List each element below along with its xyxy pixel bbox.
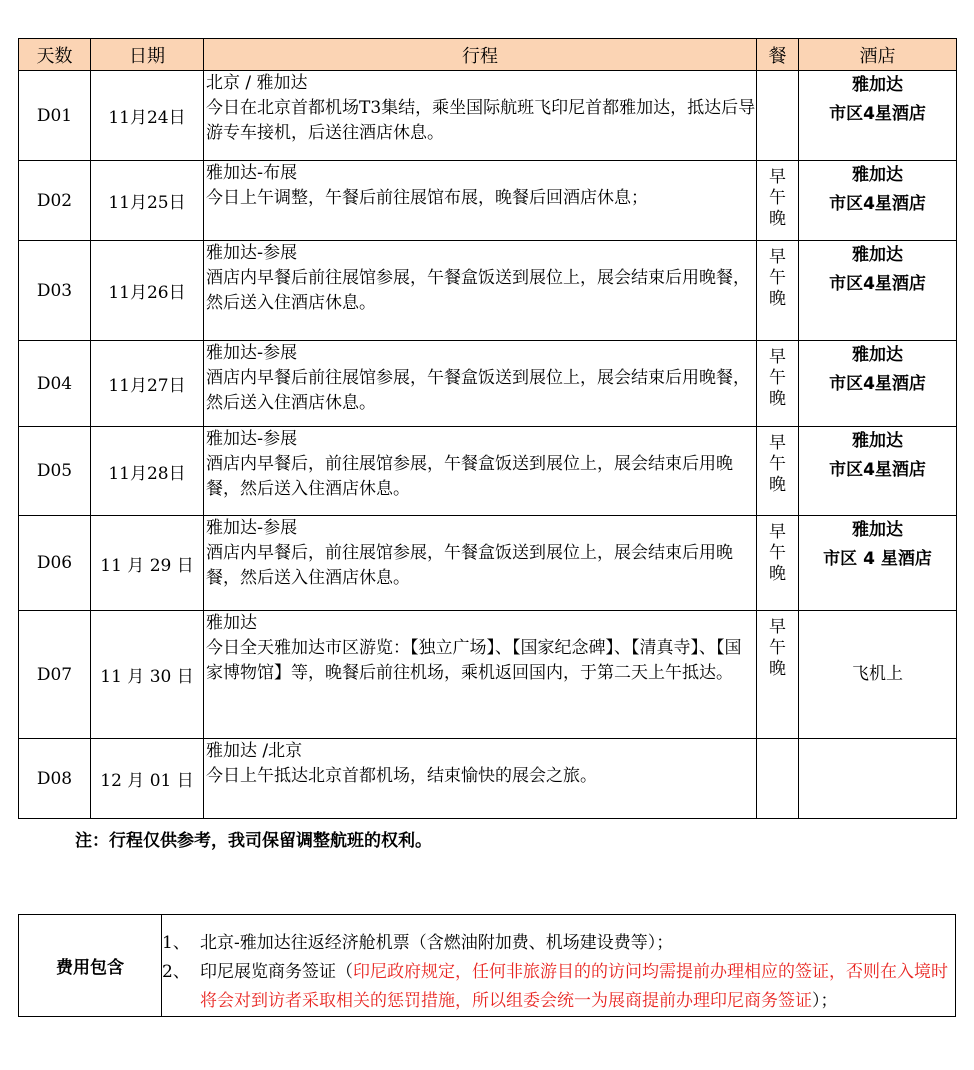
day-cell: D01 — [19, 71, 91, 161]
itinerary-title: 雅加达-参展 — [206, 243, 298, 263]
itinerary-title: 北京 / 雅加达 — [206, 73, 308, 93]
meals-cell — [757, 611, 799, 739]
date-cell: 11月25日 — [91, 161, 204, 241]
meal-label: 早 — [769, 247, 786, 267]
date-cell: 11月28日 — [91, 427, 204, 516]
itinerary-row — [19, 161, 957, 241]
hotel-grade: 市区4星酒店 — [829, 194, 926, 214]
fee-item-text-wrap — [200, 929, 953, 958]
hotel-city: 雅加达 — [852, 345, 903, 365]
meals-cell — [757, 71, 799, 161]
hotel-cell — [799, 341, 957, 427]
hotel-city: 飞机上 — [852, 664, 903, 684]
meal-label: 晚 — [769, 659, 786, 679]
date-cell: 12 月 01 日 — [91, 739, 204, 819]
itinerary-desc: 酒店内早餐后，前往展馆参展，午餐盒饭送到展位上，展会结束后用晚餐，然后送入住酒店休息。 — [206, 454, 733, 499]
hotel-cell — [799, 427, 957, 516]
hotel-city: 雅加达 — [852, 165, 903, 185]
header-itinerary: 行程 — [204, 39, 757, 71]
fee-item — [162, 958, 953, 1016]
header-day: 天数 — [19, 39, 91, 71]
day-cell: D07 — [19, 611, 91, 739]
itinerary-cell — [204, 739, 757, 819]
itinerary-desc: 今日全天雅加达市区游览：【独立广场】、【国家纪念碑】、【清真寺】、【国家博物馆】等，晚餐后前往机场，乘机返回国内，于第二天上午抵达。 — [206, 638, 742, 683]
header-meals: 餐 — [757, 39, 799, 71]
meal-label: 晚 — [769, 289, 786, 309]
meals-cell — [757, 516, 799, 611]
itinerary-title: 雅加达-参展 — [206, 343, 298, 363]
meal-label: 早 — [769, 522, 786, 542]
date-cell: 11月27日 — [91, 341, 204, 427]
hotel-city: 雅加达 — [852, 75, 903, 95]
fee-item-number: 1、 — [162, 933, 190, 953]
hotel-grade: 市区 4 星酒店 — [823, 549, 932, 569]
meals-cell — [757, 739, 799, 819]
itinerary-row — [19, 739, 957, 819]
itinerary-cell — [204, 241, 757, 341]
meals-cell — [757, 161, 799, 241]
date-cell: 11月24日 — [91, 71, 204, 161]
hotel-grade: 市区4星酒店 — [829, 274, 926, 294]
meal-label: 早 — [769, 347, 786, 367]
itinerary-title: 雅加达-布展 — [206, 163, 298, 183]
hotel-city: 雅加达 — [852, 245, 903, 265]
meals-cell — [757, 241, 799, 341]
itinerary-row — [19, 516, 957, 611]
itinerary-cell — [204, 516, 757, 611]
hotel-grade: 市区4星酒店 — [829, 374, 926, 394]
meal-label: 早 — [769, 617, 786, 637]
fee-item — [162, 929, 953, 958]
meal-label: 午 — [769, 268, 786, 288]
header-hotel: 酒店 — [799, 39, 957, 71]
hotel-cell — [799, 611, 957, 739]
hotel-cell — [799, 241, 957, 341]
itinerary-row — [19, 71, 957, 161]
meals-cell — [757, 427, 799, 516]
itinerary-row — [19, 611, 957, 739]
meal-label: 晚 — [769, 389, 786, 409]
itinerary-cell — [204, 161, 757, 241]
hotel-grade: 市区4星酒店 — [829, 460, 926, 480]
fee-item-tail: ）； — [812, 991, 838, 1011]
meal-label: 晚 — [769, 564, 786, 584]
meal-label: 早 — [769, 433, 786, 453]
day-cell: D05 — [19, 427, 91, 516]
itinerary-row — [19, 427, 957, 516]
itinerary-desc: 今日上午调整，午餐后前往展馆布展，晚餐后回酒店休息； — [206, 188, 648, 208]
itinerary-desc: 今日在北京首都机场T3集结，乘坐国际航班飞印尼首都雅加达，抵达后导游专车接机，后送往酒店休息。 — [206, 98, 756, 143]
itinerary-table — [18, 38, 957, 819]
meal-label: 晚 — [769, 209, 786, 229]
fee-item-highlight: 印尼政府规定，任何非旅游目的的访问均需提前办理相应的签证，否则在入境时将会对到访者采取相关的惩罚措施，所以组委会统一为展商提前办理印尼商务签证 — [200, 962, 948, 1011]
hotel-cell — [799, 516, 957, 611]
hotel-cell — [799, 739, 957, 819]
meal-label: 午 — [769, 368, 786, 388]
itinerary-cell — [204, 611, 757, 739]
meal-label: 午 — [769, 188, 786, 208]
day-cell: D06 — [19, 516, 91, 611]
day-cell: D03 — [19, 241, 91, 341]
fees-table — [18, 914, 956, 1017]
date-cell: 11 月 29 日 — [91, 516, 204, 611]
fee-item-number: 2、 — [162, 962, 190, 982]
hotel-cell — [799, 71, 957, 161]
meal-label: 午 — [769, 543, 786, 563]
hotel-city: 雅加达 — [852, 520, 903, 540]
fees-items — [162, 915, 956, 1017]
meal-label: 早 — [769, 167, 786, 187]
itinerary-title: 雅加达 — [206, 613, 257, 633]
day-cell: D04 — [19, 341, 91, 427]
date-cell: 11月26日 — [91, 241, 204, 341]
itinerary-desc: 酒店内早餐后，前往展馆参展，午餐盒饭送到展位上，展会结束后用晚餐，然后送入住酒店休息。 — [206, 543, 733, 588]
fee-item-text: 印尼展览商务签证（ — [200, 962, 353, 982]
itinerary-row — [19, 341, 957, 427]
fee-item-text-wrap — [200, 958, 953, 1016]
hotel-city: 雅加达 — [852, 431, 903, 451]
itinerary-row — [19, 241, 957, 341]
header-row — [19, 39, 957, 71]
meals-cell — [757, 341, 799, 427]
date-cell: 11 月 30 日 — [91, 611, 204, 739]
fees-label: 费用包含 — [19, 915, 162, 1017]
meal-label: 午 — [769, 638, 786, 658]
itinerary-desc: 今日上午抵达北京首都机场，结束愉快的展会之旅。 — [206, 766, 597, 786]
itinerary-cell — [204, 341, 757, 427]
hotel-cell — [799, 161, 957, 241]
meal-label: 午 — [769, 454, 786, 474]
itinerary-desc: 酒店内早餐后前往展馆参展，午餐盒饭送到展位上，展会结束后用晚餐，然后送入住酒店休息。 — [206, 268, 750, 313]
itinerary-cell — [204, 71, 757, 161]
day-cell: D02 — [19, 161, 91, 241]
header-date: 日期 — [91, 39, 204, 71]
hotel-grade: 市区4星酒店 — [829, 104, 926, 124]
itinerary-note: 注：行程仅供参考，我司保留调整航班的权利。 — [75, 831, 432, 851]
fee-item-text: 北京-雅加达往返经济舱机票（含燃油附加费、机场建设费等）； — [200, 933, 674, 953]
meal-label: 晚 — [769, 475, 786, 495]
day-cell: D08 — [19, 739, 91, 819]
itinerary-desc: 酒店内早餐后前往展馆参展，午餐盒饭送到展位上，展会结束后用晚餐，然后送入住酒店休息。 — [206, 368, 750, 413]
itinerary-title: 雅加达-参展 — [206, 429, 298, 449]
fees-row — [19, 915, 956, 1017]
itinerary-title: 雅加达 /北京 — [206, 741, 303, 761]
itinerary-title: 雅加达-参展 — [206, 518, 298, 538]
itinerary-cell — [204, 427, 757, 516]
